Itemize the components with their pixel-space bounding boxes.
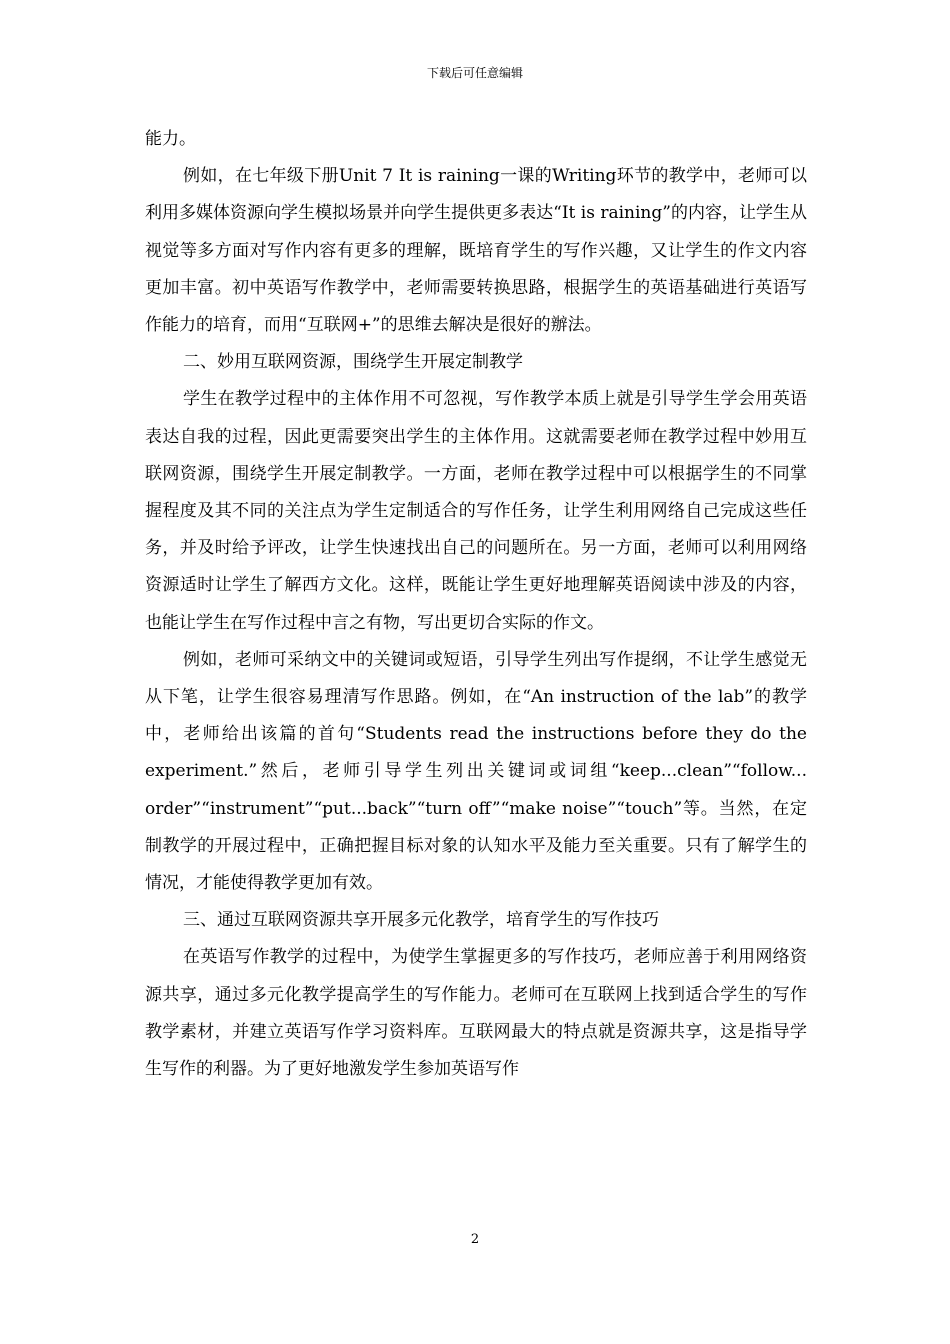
document-body <box>145 121 807 1088</box>
paragraph-resource-sharing: 在英语写作教学的过程中，为使学生掌握更多的写作技巧，老师应善于利用网络资源共享，通过多元化教学提高学生的写作能力。老师可在互联网上找到适合学生的写作教学素材，并建立英语写作学习资料库。互联网最大的特点就是资源共享，这是指导学生写作的利器。为了更好地激发学生参加英语写作 <box>145 947 807 1080</box>
paragraph-example-unit7: 例如，在七年级下册Unit 7 It is raining一课的Writing环节的教学中，老师可以利用多媒体资源向学生模拟场景并向学生提供更多表达“It is raining”的内容，让学生从视觉等多方面对写作内容有更多的理解，既培育学生的写作兴趣，又让学生的作文内容更加丰富。初中英语写作教学中，老师需要转换思路，根据学生的英语基础进行英语写作能力的培育，而用“互联网+”的思维去解决是很好的辦法。 <box>145 166 807 336</box>
section-heading-2: 二、妙用互联网资源，围绕学生开展定制教学 <box>183 352 523 373</box>
paragraph-example-lab: 例如，老师可采纳文中的关键词或短语，引导学生列出写作提纲，不让学生感觉无从下笔，让学生很容易理清写作思路。例如，在“An instruction of the lab”的教学中，老师给出该篇的首句“Students read the instructions before they do the experiment.”然后，老师引导学生列出关键词或词组“keep...clean”“follow... order”“instrument”“put...back”“turn off”“make noise”“touch”等。当然，在定制教学的开展过程中，正确把握目标对象的认知水平及能力至关重要。只有了解学生的情况，才能使得教学更加有效。 <box>145 649 807 894</box>
page-number: 2 <box>470 1232 480 1247</box>
paragraph-continuation: 能力。 <box>145 129 196 149</box>
section-heading-3: 三、通过互联网资源共享开展多元化教学，培育学生的写作技巧 <box>183 910 659 931</box>
page-header: 下载后可任意编辑 <box>426 66 523 80</box>
paragraph-student-role: 学生在教学过程中的主体作用不可忽视，写作教学本质上就是引导学生学会用英语表达自我的过程，因此更需要突出学生的主体作用。这就需要老师在教学过程中妙用互联网资源，围绕学生开展定制教学。一方面，老师在教学过程中可以根据学生的不同掌握程度及其不同的关注点为学生定制适合的写作任务，让学生利用网络自己完成这些任务，并及时给予评改，让学生快速找出自己的问题所在。另一方面，老师可以利用网络资源适时让学生了解西方文化。这样，既能让学生更好地理解英语阅读中涉及的内容，也能让学生在写作过程中言之有物，写出更切合实际的作文。 <box>145 389 807 633</box>
